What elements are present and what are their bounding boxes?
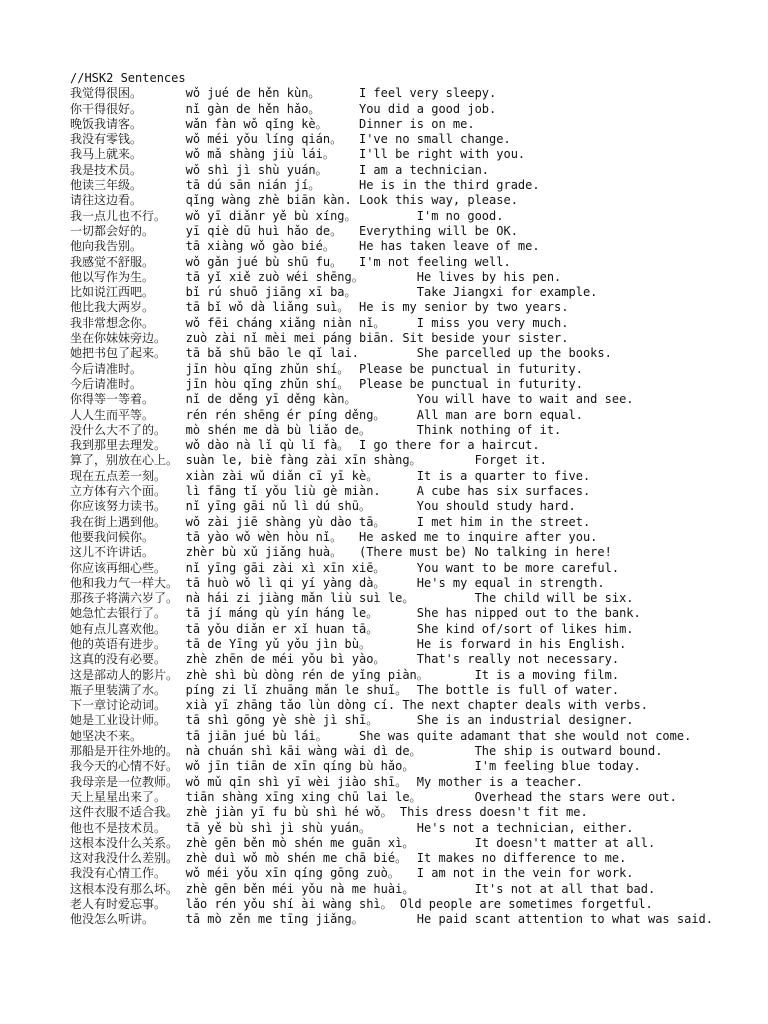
sentence-line: 那孩子将满六岁了。 nà hái zi jiàng mǎn liù suì le。 The child will be six. bbox=[70, 591, 634, 606]
sentence-line: 你得等一等着。 nǐ de děng yī děng kàn。 You will have to wait and see. bbox=[70, 392, 634, 407]
sentence-line: 人人生而平等。 rén rén shēng ér píng děng。 All man are born equal. bbox=[70, 407, 583, 422]
sentence-line: 你应该努力读书。 nǐ yīng gāi nǔ lì dú shū。 You should study hard. bbox=[70, 499, 576, 514]
sentence-line: 这是部动人的影片。 zhè shì bù dòng rén de yǐng piàn。 It is a moving film. bbox=[70, 667, 620, 682]
sentence-line: 我到那里去理发。 wǒ dào nà lǐ qù lǐ fà。 I go there for a haircut. bbox=[70, 438, 540, 453]
sentence-line: 这根本没有那么坏。 zhè gēn běn méi yǒu nà me huài。 It's not at all that bad. bbox=[70, 881, 656, 896]
sentence-line: 比如说江西吧。 bǐ rú shuō jiāng xī ba。 Take Jiangxi for example. bbox=[70, 285, 598, 300]
sentence-line: 瓶子里装满了水。 píng zi lǐ zhuāng mǎn le shuǐ。 The bottle is full of water. bbox=[70, 682, 620, 697]
sentence-line: 你应该再细心些。 nǐ yīng gāi zài xì xīn xiē。 You want to be more careful. bbox=[70, 560, 620, 575]
sentence-line: 我一点儿也不行。 wǒ yī diǎnr yě bù xíng。 I'm no good. bbox=[70, 208, 504, 223]
sentence-line: 他和我力气一样大。 tā huò wǒ lì qi yí yàng dà。 He's my equal in strength. bbox=[70, 575, 605, 590]
sentence-line: 这儿不许讲话。 zhèr bù xǔ jiǎng huà。 (There must be) No talking in here! bbox=[70, 545, 612, 560]
sentence-line: 他要我问候你。 tā yào wǒ wèn hòu nǐ。 He asked me to inquire after you. bbox=[70, 529, 598, 544]
sentence-line: 下一章讨论动词。 xià yī zhāng tǎo lùn dòng cí. The next chapter deals with verbs. bbox=[70, 698, 648, 713]
sentence-line: 这件衣服不适合我。 zhè jiàn yī fu bù shì hé wǒ。 This dress doesn't fit me. bbox=[70, 805, 588, 820]
sentence-line: 我是技术员。 wǒ shì jì shù yuán。 I am a technician. bbox=[70, 162, 490, 177]
sentence-line: 他读三年级。 tā dú sān nián jí。 He is in the third grade. bbox=[70, 178, 540, 193]
sentence-line: 他比我大两岁。 tā bǐ wǒ dà liǎng suì。 He is my senior by two years. bbox=[70, 300, 569, 315]
sentence-line: 她急忙去银行了。 tā jí máng qù yín háng le。 She has nipped out to the bank. bbox=[70, 606, 641, 621]
sentence-line: 我觉得很困。 wǒ jué de hěn kùn。 I feel very sleepy. bbox=[70, 86, 497, 101]
sentence-line: 我非常想念你。 wǒ fēi cháng xiǎng niàn nǐ。 I miss you very much. bbox=[70, 315, 569, 330]
sentence-line: 我马上就来。 wǒ mǎ shàng jiù lái。 I'll be right with you. bbox=[70, 147, 526, 162]
sentence-line: 这根本没什么关系。 zhè gēn běn mò shén me guān xì。 It doesn't matter at all. bbox=[70, 835, 656, 850]
sentence-line: 我在街上遇到他。 wǒ zài jiē shàng yù dào tā。 I met him in the street. bbox=[70, 514, 591, 529]
sentence-line: 我没有零钱。 wǒ méi yǒu líng qián。 I've no small change. bbox=[70, 132, 511, 147]
sentence-line: 那船是开往外地的。 nà chuán shì kāi wàng wài dì de。 The ship is outward bound. bbox=[70, 744, 663, 759]
sentence-line: 他向我告别。 tā xiàng wǒ gào bié。 He has taken leave of me. bbox=[70, 239, 540, 254]
sentence-line: 现在五点差一刻。 xiàn zài wǔ diǎn cī yī kè。 It is a quarter to five. bbox=[70, 468, 591, 483]
sentence-line: 她坚决不来。 tā jiān jué bù lái。 She was quite adamant that she would not come. bbox=[70, 728, 692, 743]
sentence-line: 今后请准时。 jīn hòu qǐng zhǔn shí。 Please be punctual in futurity. bbox=[70, 361, 583, 376]
sentence-line: 今后请准时。 jīn hòu qǐng zhǔn shí。 Please be punctual in futurity. bbox=[70, 376, 583, 391]
sentence-line: 我母亲是一位教师。 wǒ mǔ qīn shì yī wèi jiào shī。 My mother is a teacher. bbox=[70, 774, 583, 789]
sentence-line: 我没有心情工作。 wǒ méi yǒu xīn qíng gōng zuò。 I am not in the vein for work. bbox=[70, 866, 634, 881]
sentence-line: 他也不是技术员。 tā yě bù shì jì shù yuán。 He's not a technician, either. bbox=[70, 820, 634, 835]
sentence-line: 老人有时爱忘事。 lǎo rén yǒu shí ài wàng shì。 Old people are sometimes forgetful. bbox=[70, 897, 653, 912]
sentence-line: 晚饭我请客。 wǎn fàn wǒ qǐng kè。 Dinner is on me. bbox=[70, 116, 475, 131]
sentence-line: 她有点儿喜欢他。 tā yǒu diǎn er xǐ huan tā。 She kind of/sort of likes him. bbox=[70, 621, 634, 636]
sentence-line: 这对我没什么差别。 zhè duì wǒ mò shén me chā bié。 It makes no difference to me. bbox=[70, 851, 627, 866]
sentence-line: 这真的没有必要。 zhè zhēn de méi yǒu bì yào。 That's really not necessary. bbox=[70, 652, 620, 667]
document-heading: //HSK2 Sentences bbox=[70, 71, 186, 85]
sentence-line: 我今天的心情不好。 wǒ jīn tiān de xīn qíng bù hǎo。 I'm feeling blue today. bbox=[70, 759, 641, 774]
sentence-line: 坐在你妹妹旁边。 zuò zài nǐ mèi mei páng biān. Sit beside your sister. bbox=[70, 331, 569, 346]
sentence-line: 我感觉不舒服。 wǒ gǎn jué bù shū fu。 I'm not feeling well. bbox=[70, 254, 511, 269]
sentence-document bbox=[70, 71, 750, 928]
sentence-line: 她把书包了起来。 tā bǎ shū bāo le qǐ lai. She parcelled up the books. bbox=[70, 346, 612, 361]
sentence-line: 没什么大不了的。 mò shén me dà bù liǎo de。 Think nothing of it. bbox=[70, 422, 562, 437]
sentence-line: 请往这边看。 qǐng wàng zhè biān kàn. Look this way, please. bbox=[70, 193, 518, 208]
sentence-line: 他以写作为生。 tā yǐ xiě zuò wéi shēng。 He lives by his pen. bbox=[70, 269, 562, 284]
sentence-line: 天上星星出来了。 tiān shàng xīng xing chū lai le。 Overhead the stars were out. bbox=[70, 789, 677, 804]
sentence-line: 你干得很好。 nǐ gàn de hěn hǎo。 You did a good job. bbox=[70, 101, 497, 116]
sentence-line: 立方体有六个面。 lì fāng tǐ yǒu liù gè miàn. A cube has six surfaces. bbox=[70, 484, 591, 499]
sentence-line: 她是工业设计师。 tā shì gōng yè shè jì shī。 She is an industrial designer. bbox=[70, 713, 634, 728]
sentence-line: 算了，别放在心上。 suàn le, biè fàng zài xīn shàng。 Forget it. bbox=[70, 453, 547, 468]
sentence-line: 他的英语有进步。 tā de Yīng yǔ yǒu jìn bù。 He is forward in his English. bbox=[70, 636, 627, 651]
sentence-line: 一切都会好的。 yī qiè dū huì hǎo de。 Everything will be OK. bbox=[70, 223, 518, 238]
sentence-line: 他没怎么听讲。 tā mò zěn me tīng jiǎng。 He paid scant attention to what was said. bbox=[70, 912, 713, 927]
